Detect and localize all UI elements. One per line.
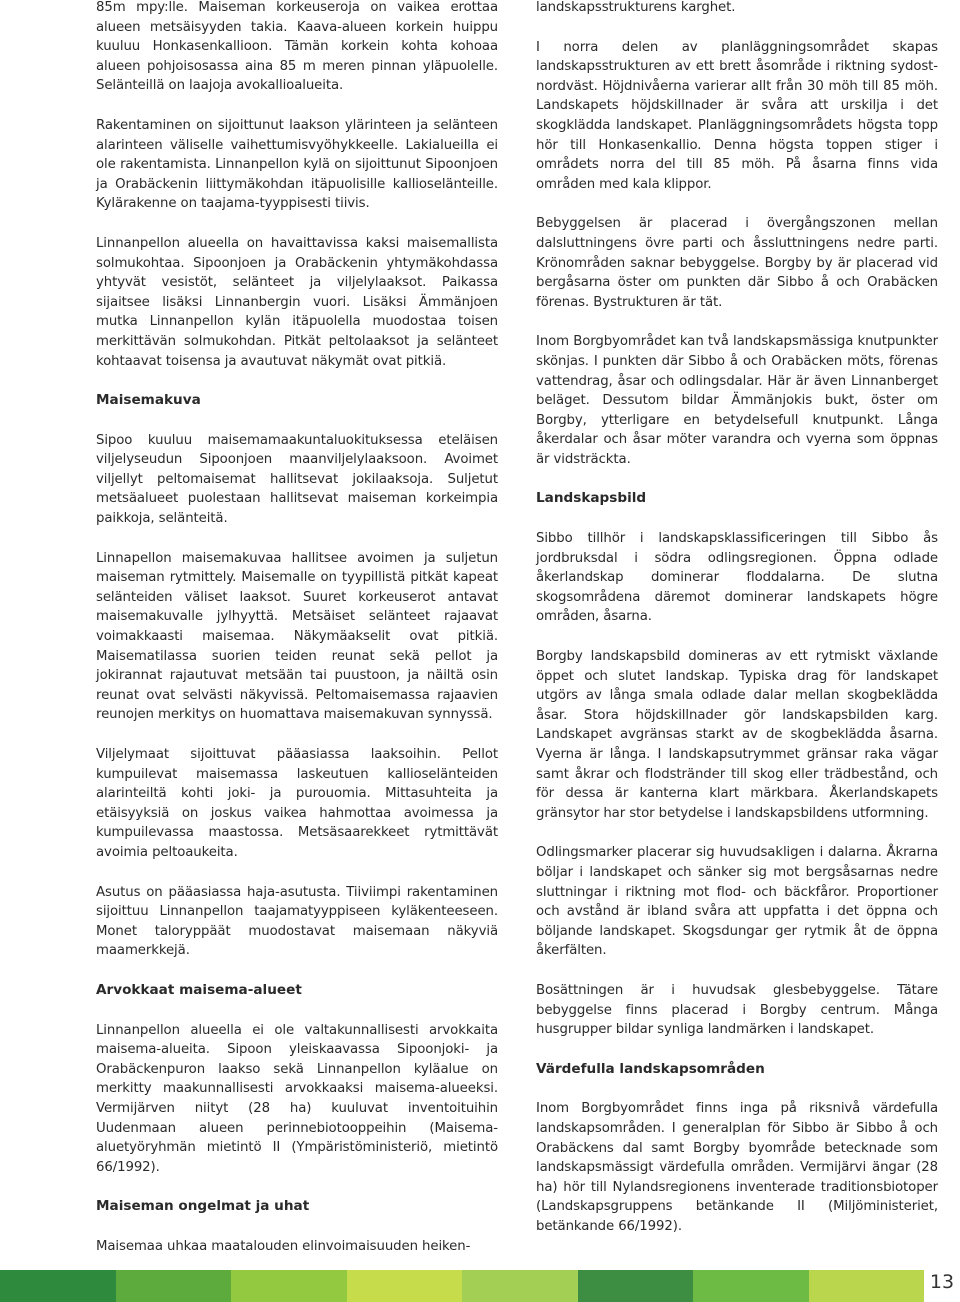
section-heading-maisemakuva: Maisemakuva (96, 392, 201, 409)
paragraph: Maisemaa uhkaa maatalouden elinvoimaisuuden heiken- (96, 1238, 471, 1254)
footer-stripe (462, 1270, 578, 1302)
section-heading-vardefulla: Värdefulla landskapsområden (536, 1060, 765, 1077)
paragraph: Linnapellon maisemakuvaa hallitsee avoimen ja suljetun maiseman rytmittely. Maisemalle on tyypillistä pitkät kapeat selänteiden väliset laaksot. Suuret korkeuserot antavat maisemakuvalle jylhyyttä. Metsäiset selänteet rajaavat voimakkaasti maisemaa. Näkymäakselit ovat pitkiä. Maisematilassa suorien teiden reunat sekä pellot ja jokirannat rajautuvat metsään tai puustoon, ja näiltä osin reunat ovat selvästi näkyvissä. Peltomaisemassa rajaavien reunojen merkitys on huomattava maisemakuvan synnyssä. (96, 550, 498, 723)
paragraph: Linnanpellon alueella ei ole valtakunnallisesti arvokkaita maisema-alueita. Sipoon yleiskaavassa Sipoonjoki- ja Orabäckenpuron laakso sekä Linnanpellon kyläalue on merkitty maakunnallisesti arvokkaaksi maisema-alueeksi. Vermijärven niityt (28 ha) kuuluvat inventoituihin Uudenmaan alueen perinnebiotooppeihin (Maisema-aluetyöryhmän mietintö II (Ympäristöministeriö, mietintö 66/1992). (96, 1022, 498, 1175)
paragraph: Borgby landskapsbild domineras av ett rytmiskt växlande öppet och slutet landskap. Typiska drag för landskapet utgörs av långa smala odlade dalar mellan skogbeklädda åsar. Stora höjdskillnader gör landskapsbilden karg. Landskapet avgränsas starkt av de skogbeklädda åsarna. Vyerna är långa. I landskapsutrymmet gränsar raka vägar samt åkrar och flodstränder till skog eller trädbestånd, och för dessa är kanterna klart märkbara. Åkerlandskapets gränsytor har stor betydelse i landskapsbildens utformning. (536, 649, 938, 821)
section-heading-arvokkaat: Arvokkaat maisema-alueet (96, 981, 302, 998)
section-heading-ongelmat: Maiseman ongelmat ja uhat (96, 1198, 310, 1215)
paragraph: Inom Borgbyområdet finns inga på riksnivå värdefulla landskapsområden. I generalplan för Sibbo är Sibbo å och Orabäckens dal samt Borgby byområde betecknade som landskapsmässigt värdefulla områden. Vermijärvi ängar (28 ha) hör till Nylandsregionens inventerade traditionsbiotoper (Landskapsgruppens betänkande II (Miljöministeriet, betänkande 66/1992). (536, 1101, 938, 1234)
paragraph: I norra delen av planläggningsområdet skapas landskapsstrukturen av ett brett åsområde i riktning sydost-nordväst. Höjdnivåerna varierar allt från 30 möh till 85 möh. Landskapets höjdskillnader är svåra att urskilja i det skogklädda landskapet. Planläggningsområdets högsta topp hör till Honkasenkallio. Denna högsta toppen stiger i områdets norra del till 85 möh. På åsarna finns vida områden med kala klippor. (536, 39, 938, 192)
left-column (96, 0, 498, 1276)
footer-stripe (578, 1270, 694, 1302)
paragraph: Inom Borgbyområdet kan två landskapsmässiga knutpunkter skönjas. I punkten där Sibbo å och Orabäcken möts, förenas vattendrag, åsar och odlingsdalar. Här är även Linnanberget beläget. Dessutom bildar Ämmänjokis bukt, öster om Borgby, ytterligare en betydelsefull knutpunkt. Långa åkerdalar och åsar möter varandra och vyerna som öppnas är vidsträckta. (536, 334, 938, 467)
footer-stripe (809, 1270, 925, 1302)
paragraph: Odlingsmarker placerar sig huvudsakligen i dalarna. Åkrarna böljar i landskapet och sänker sig mot bergsåsarnas nedre sluttningar i riktning mot flod- och bäckfåror. Proportioner och avstånd är ibland svåra att uppfatta i det öppna och böljande landskapet. Skogsdungar ger rytmik åt de öppna åkerfälten. (536, 845, 938, 959)
paragraph: Bebyggelsen är placerad i övergångszonen mellan dalsluttningens övre parti och åssluttningens nedre parti. Krönområden saknar bebyggelse. Borgby by är placerad vid bergåsarna öster om punkten där Sibbo å och Orabäcken förenas. Bystrukturen är tät. (536, 216, 938, 310)
paragraph: Asutus on pääasiassa haja-asutusta. Tiiviimpi rakentaminen sijoittuu Linnanpellon taajamatyyppiseen kyläkenteeseen. Monet taloryppäät muodostavat maisemaan näkyviä maamerkkejä. (96, 884, 498, 959)
footer-stripe (693, 1270, 809, 1302)
paragraph: landskapsstrukturens karghet. (536, 0, 736, 15)
page-number: 13 (929, 1271, 955, 1293)
paragraph: Rakentaminen on sijoittunut laakson ylärinteen ja selänteen alarinteen väliselle vaihettumisvyöhykkeelle. Lakialueilla ei ole rakentamista. Linnanpellon kylä on sijoittunut Sipoonjoen ja Orabäckenin liittymäkohdan itäpuolisille kallioselänteille. Kylärakenne on taajama-tyyppisesti tiivis. (96, 117, 498, 212)
footer-color-stripes (0, 1270, 924, 1302)
paragraph: 85m mpy:lle. Maiseman korkeuseroja on vaikea erottaa alueen metsäisyyden takia. Kaava-alueen korkein huippu kuuluu Honkasenkallioon. Tämän korkein kohta kohoaa alueen pohjoisosassa aina 85 m meren pinnan yläpuolelle. Selänteillä on laajoja avokallioalueita. (96, 0, 498, 94)
paragraph: Linnanpellon alueella on havaittavissa kaksi maisemallista solmukohtaa. Sipoonjoen ja Orabäckenin yhtymäkohdassa yhtyvät vesistöt, selänteet ja viljelylaaksot. Paikassa sijaitsee lisäksi Linnanbergin vuori. Lisäksi Ämmänjoen mutka Linnanpellon kylän itäpuolella muodostaa toisen merkittävän solmukohdan. Pitkät peltolaaksot ja selänteet kohtaavat toisensa ja avautuvat näkymät ovat pitkiä. (96, 235, 498, 369)
right-column (536, 0, 938, 1256)
footer-stripe (0, 1270, 116, 1302)
footer-stripe (231, 1270, 347, 1302)
section-heading-landskapsbild: Landskapsbild (536, 490, 647, 507)
footer-stripe (347, 1270, 463, 1302)
paragraph: Sipoo kuuluu maisemamaakuntaluokituksessa eteläisen viljelyseudun Sipoonjoen maanviljelylaaksoon. Avoimet viljellyt peltomaisemat hallitsevat jokilaaksoja. Suljetut metsäalueet puolestaan hallitsevat maiseman korkeimpia paikkoja, selänteitä. (96, 432, 498, 527)
paragraph: Sibbo tillhör i landskapsklassificeringen till Sibbo ås jordbruksdal i södra odlingsregionen. Öppna odlade åkerlandskap dominerar floddalarna. De slutna skogsområdena däremot dominerar landskapets högre områden, åsarna. (536, 531, 938, 625)
paragraph: Bosättningen är i huvudsak glesbebyggelse. Tätare bebyggelse finns placerad i Borgby centrum. Många husgrupper bildar synliga landmärken i landskapet. (536, 982, 938, 1038)
paragraph: Viljelymaat sijoittuvat pääasiassa laaksoihin. Pellot kumpuilevat maisemassa laskeutuen kallioselänteiden alarinteiltä kohti joki- ja purouomia. Mittasuhteita ja etäisyyksiä on joskus vaikea hahmottaa avoimessa ja kumpuilevassa maastossa. Metsäsaarekkeet rytmittävät avoimia peltoaukeita. (96, 747, 498, 860)
footer-stripe (116, 1270, 232, 1302)
